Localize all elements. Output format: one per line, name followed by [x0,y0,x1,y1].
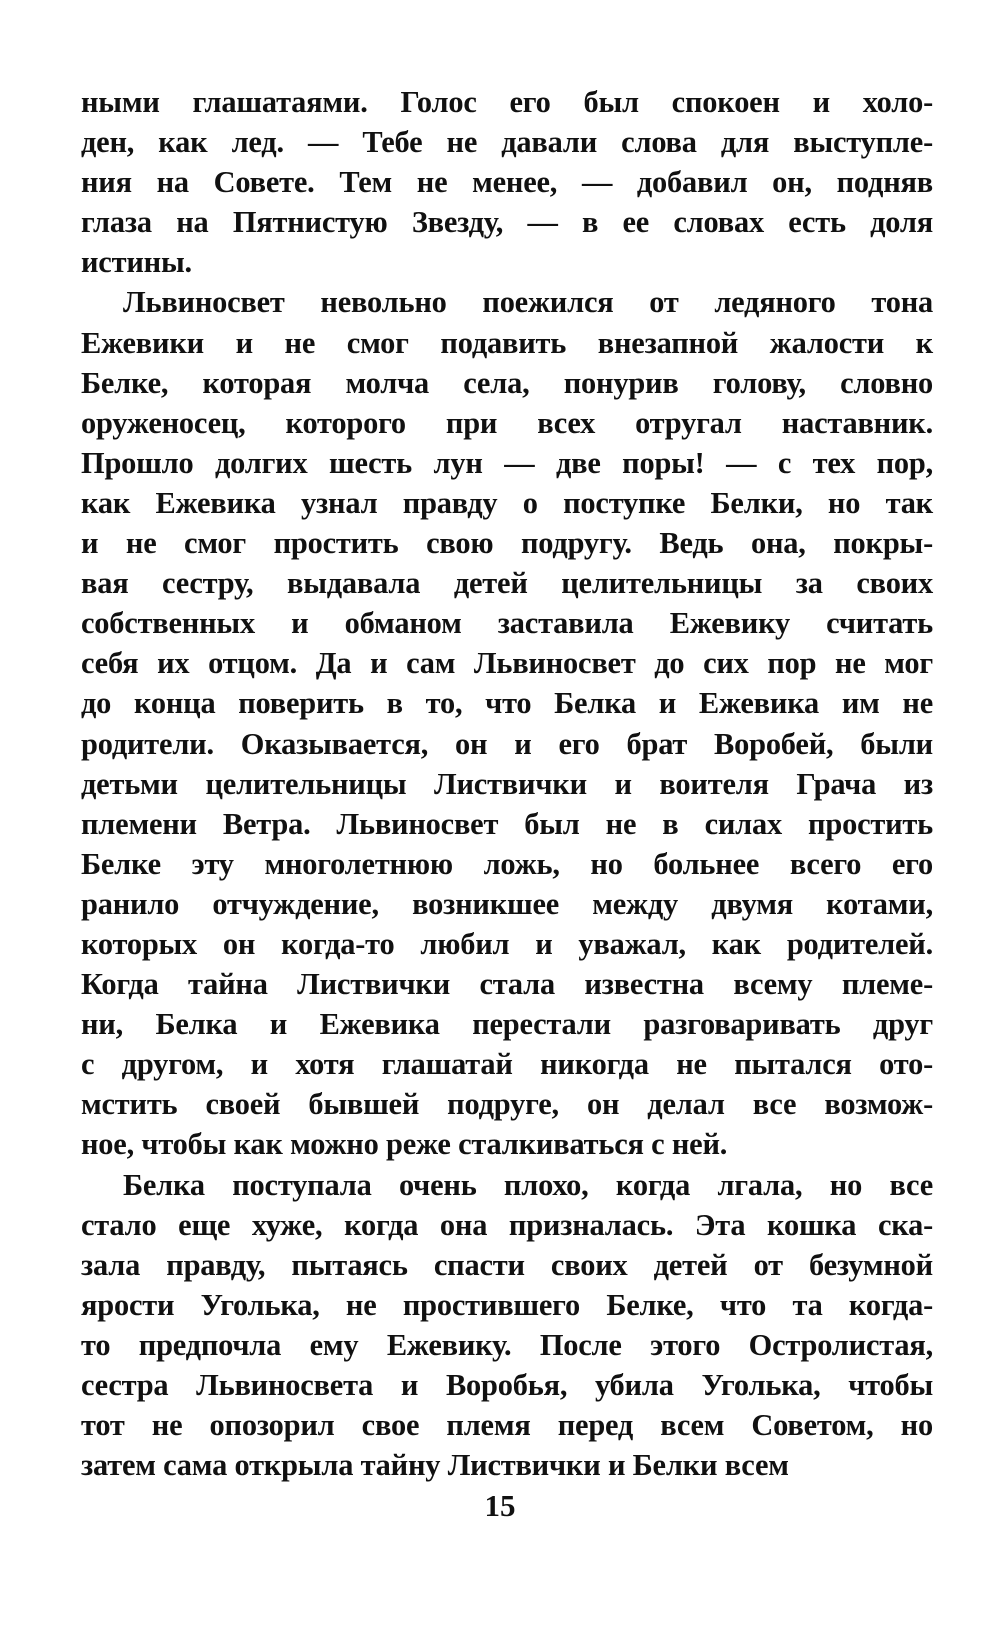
text-line: оруженосец, которого при всех отругал наставник. [81,405,933,440]
text-line: Львиносвет невольно поежился от ледяного тона [123,285,933,320]
text-line: ния на Совете. Тем не менее, — добавил он, подняв [81,165,933,200]
text-line: Белке эту многолетнюю ложь, но больнее всего его [81,846,933,881]
text-line: ни, Белка и Ежевика перестали разговаривать друг [81,1007,933,1042]
text-line: и не смог простить свою подругу. Ведь она, покры- [81,526,933,561]
text-line: ранило отчуждение, возникшее между двумя котами, [81,886,933,921]
text-line: до конца поверить в то, что Белка и Ежевика им не [81,686,933,721]
body-text [81,82,933,1485]
text-line: себя их отцом. Да и сам Львиносвет до сих пор не мог [81,646,933,681]
text-line: Прошло долгих шесть лун — две поры! — с тех пор, [81,445,933,480]
text-line: ярости Уголька, не простившего Белке, что та когда- [81,1287,933,1322]
text-line: зала правду, пытаясь спасти своих детей от безумной [81,1247,933,1282]
text-line: которых он когда-то любил и уважал, как родителей. [81,926,933,961]
text-line: ден, как лед. — Тебе не давали слова для выступле- [81,125,933,160]
text-line: вая сестру, выдавала детей целительницы за своих [81,566,933,601]
text-line: как Ежевика узнал правду о поступке Белки, но так [81,485,933,520]
paragraph [81,82,933,282]
paragraph [81,1165,933,1486]
text-line: тот не опозорил свое племя перед всем Советом, но [81,1408,933,1443]
text-line: ное, чтобы как можно реже сталкиваться с ней. [81,1127,728,1162]
text-line: Когда тайна Листвички стала известна всему племе- [81,967,933,1002]
text-line: Белка поступала очень плохо, когда лгала, но все [123,1167,933,1202]
text-line: детьми целительницы Листвички и воителя Грача из [81,766,933,801]
text-line: Ежевики и не смог подавить внезапной жалости к [81,325,933,360]
text-line: ными глашатаями. Голос его был спокоен и холо- [81,85,933,119]
text-line: мстить своей бывшей подруге, он делал все возмож- [81,1087,933,1122]
paragraph [81,282,933,1164]
text-line: то предпочла ему Ежевику. После этого Остролистая, [81,1327,933,1362]
text-line: сестра Львиносвета и Воробья, убила Уголька, чтобы [81,1368,933,1402]
text-line: глаза на Пятнистую Звезду, — в ее словах есть доля [81,205,933,240]
page-number: 15 [484,1488,516,1523]
text-line: истины. [81,245,192,280]
text-line: Белке, которая молча села, понурив голову, словно [81,365,933,400]
text-line: затем сама открыла тайну Листвички и Белки всем [81,1448,789,1483]
text-line: племени Ветра. Львиносвет был не в силах простить [81,806,933,841]
text-line: родители. Оказывается, он и его брат Воробей, были [81,726,933,761]
text-line: собственных и обманом заставила Ежевику считать [81,606,933,641]
text-line: стало еще хуже, когда она призналась. Эта кошка ска- [81,1207,933,1242]
text-line: с другом, и хотя глашатай никогда не пытался ото- [81,1047,933,1082]
